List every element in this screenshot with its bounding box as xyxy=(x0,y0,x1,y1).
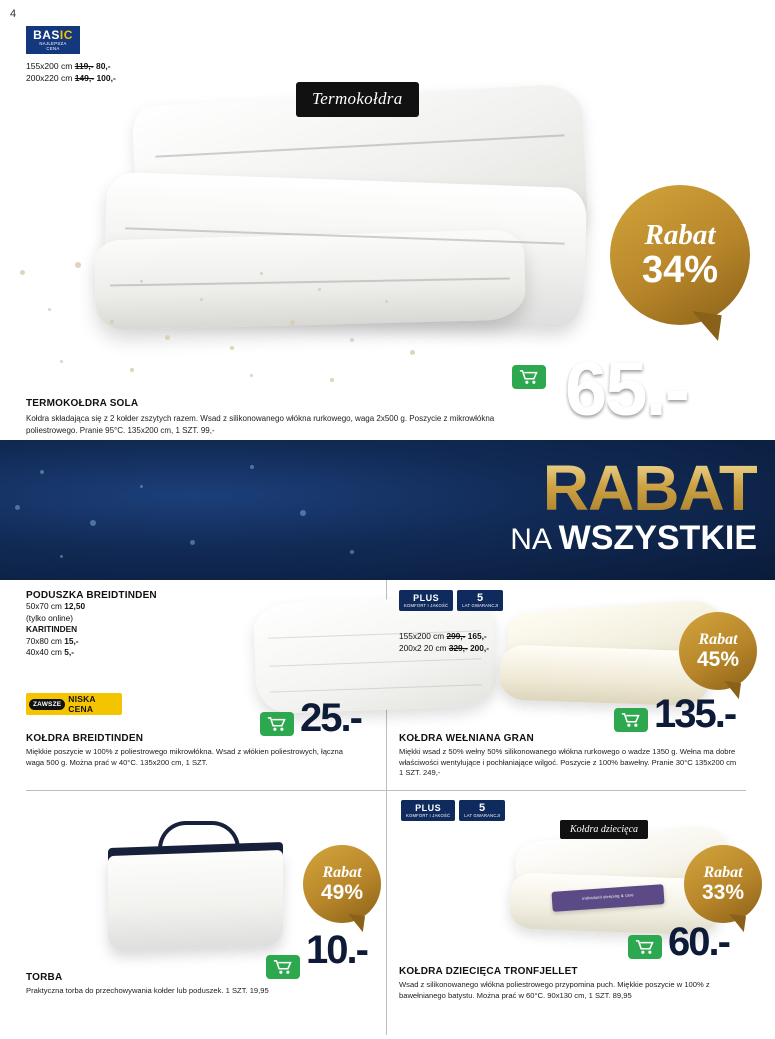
banner-subtitle-b: WSZYSTKIE xyxy=(558,519,757,557)
koldra-dziecieca-label: Kołdra dziecięca xyxy=(560,820,648,839)
product-title: TORBA xyxy=(26,972,63,983)
badge-sub: KOMFORT I JAKOŚĆ xyxy=(406,813,451,818)
product-sizes xyxy=(26,601,226,659)
badge-title: PLUS xyxy=(413,593,440,603)
size-row xyxy=(399,631,489,643)
size-label: 155x200 cm xyxy=(26,61,73,71)
new-price: 165,- xyxy=(467,631,487,641)
product-title: KOŁDRA BREIDTINDEN xyxy=(26,733,144,744)
always-low-price-a: ZAWSZE xyxy=(29,699,65,710)
old-price: 119,- xyxy=(74,61,94,71)
discount-word: Rabat xyxy=(322,864,362,881)
cart-icon xyxy=(512,365,546,389)
size-heading: KARITINDEN xyxy=(26,624,78,634)
product-badges-gran xyxy=(399,590,503,611)
size-label: 50x70 cm xyxy=(26,601,62,611)
size-label: 200x220 cm xyxy=(26,73,73,83)
discount-value: 45% xyxy=(696,648,740,671)
discount-word: Rabat xyxy=(644,219,716,251)
plus-badge xyxy=(399,590,453,611)
kids-discount-bubble xyxy=(684,845,762,923)
hero-text-block xyxy=(26,398,546,436)
cart-glyph xyxy=(635,939,656,955)
product-price: 135.- xyxy=(654,692,736,736)
product-title: PODUSZKA BREIDTINDEN xyxy=(26,590,157,601)
discount-word: Rabat xyxy=(703,864,743,881)
hero-size-list xyxy=(26,60,116,84)
size-label: 155x200 cm xyxy=(399,631,445,641)
price-value: 15,- xyxy=(64,635,79,646)
discount-word: Rabat xyxy=(698,631,738,648)
size-label: 40x40 cm xyxy=(26,647,62,657)
price-value: 5,- xyxy=(64,647,74,657)
product-sizes-gran xyxy=(399,631,489,654)
size-label: 70x80 cm xyxy=(26,635,62,646)
product-title: KOŁDRA WEŁNIANA GRAN xyxy=(399,733,534,744)
torba-image xyxy=(100,815,290,965)
price-value: 12,50 xyxy=(64,601,86,611)
plus-badge xyxy=(401,800,455,821)
old-price: 299,- xyxy=(446,631,466,641)
product-price: 25.- xyxy=(300,696,361,740)
cart-icon xyxy=(628,935,662,959)
grid-divider-horizontal xyxy=(26,790,746,791)
product-price: 60.- xyxy=(668,920,729,964)
discount-value: 49% xyxy=(320,881,364,904)
termokoldra-label: Termokołdra xyxy=(296,82,419,117)
discount-value: 33% xyxy=(701,881,745,904)
badge-sub: KOMFORT I JAKOŚĆ xyxy=(404,603,449,608)
cart-glyph xyxy=(267,716,288,732)
always-low-price-badge xyxy=(26,693,122,715)
hero-product-desc: Kołdra składająca się z 2 kołder zszytych razem. Wsad z silikonowanego włókna rurkowego, waga 2x500 g. Poszycie z mikrowłókna poliestrowego. Pranie 95°C. 135x200 cm, 1 SZT. 99,- xyxy=(26,414,495,435)
warranty-badge xyxy=(457,590,503,611)
cart-icon xyxy=(614,708,648,732)
product-koldra-welniana-gran xyxy=(399,733,739,779)
always-low-price-b: NISKA CENA xyxy=(68,694,96,714)
basic-logo-part2: IC xyxy=(59,28,73,42)
hero-price: 65.- xyxy=(565,347,688,432)
rabat-banner xyxy=(0,440,775,580)
banner-subtitle-a: NA xyxy=(510,523,559,556)
hero-product-title: TERMOKOŁDRA SOLA xyxy=(26,398,139,409)
product-desc: Miękkie poszycie w 100% z poliestrowego mikrowłókna. Wsad z włókien poliestrowych, łączna waga 500 g. Można prać w 40°C. 135x200 cm, 1 SZT. xyxy=(26,747,343,767)
bag-body xyxy=(108,850,283,951)
badge-title: PLUS xyxy=(415,803,442,813)
size-row xyxy=(26,647,226,659)
old-price: 329,- xyxy=(448,642,468,653)
size-note: (tylko online) xyxy=(26,612,74,623)
badge-sub: LAT GWARANCJI xyxy=(462,603,499,608)
new-price: 200,- xyxy=(470,642,489,653)
badge-title: 5 xyxy=(476,592,484,604)
basic-best-price-badge xyxy=(26,26,80,54)
product-torba xyxy=(26,972,326,997)
hero-discount-bubble xyxy=(610,185,750,325)
discount-value: 34% xyxy=(641,249,719,291)
product-koldra-dziecieca xyxy=(399,966,744,1001)
cart-icon xyxy=(260,712,294,736)
product-price: 10.- xyxy=(306,928,367,972)
kids-band-text: individuell sleeping & care xyxy=(581,892,634,901)
cart-glyph xyxy=(519,369,540,385)
hero-size-row xyxy=(26,72,116,84)
size-row xyxy=(26,636,226,648)
old-price: 149,- xyxy=(74,73,95,83)
basic-logo-line2: NAJLEPSZA xyxy=(39,41,67,46)
basic-logo-line3: CENA xyxy=(46,46,60,51)
hero-size-row xyxy=(26,60,116,72)
size-label: 200x2 20 cm xyxy=(399,642,447,653)
new-price: 100,- xyxy=(96,73,116,83)
basic-logo-part1: BAS xyxy=(33,28,60,42)
decorative-specks xyxy=(0,250,460,390)
poduszka-image xyxy=(253,596,497,714)
badge-title: 5 xyxy=(478,802,486,814)
cart-glyph xyxy=(621,712,642,728)
gran-discount-bubble xyxy=(679,612,757,690)
product-desc: Miękki wsad z 50% wełny 50% silikonowanego włókna rurkowego o wadze 1350 g. Wełna ma dobre właściwości wentylujące i pochłaniające wilgoć. Poszycie z 100% bawełny. Pranie 30°C 135x200 cm 1 SZT. 249,- xyxy=(399,747,737,778)
product-desc: Wsad z silikonowanego włókna poliestrowego przypomina puch. Miękkie poszycie w 100% z bawełnianego batystu. Można prać w 60°C. 90x130 cm, 1 SZT. 89,95 xyxy=(399,980,710,1000)
torba-discount-bubble xyxy=(303,845,381,923)
new-price: 80,- xyxy=(95,61,111,71)
hero-section xyxy=(0,0,775,440)
badge-sub: LAT GWARANCJI xyxy=(464,813,501,818)
product-desc: Praktyczna torba do przechowywania kołder lub poduszek. 1 SZT. 19,95 xyxy=(26,986,269,995)
size-row xyxy=(399,643,489,655)
warranty-badge xyxy=(459,800,505,821)
page-number: 4 xyxy=(10,8,17,20)
size-row xyxy=(26,601,226,613)
product-badges-kids xyxy=(401,800,505,821)
product-poduszka-breidtinden xyxy=(26,590,226,659)
banner-rabat-text: RABAT xyxy=(542,452,757,524)
product-title: KOŁDRA DZIECIĘCA TRONFJELLET xyxy=(399,966,578,977)
banner-subtitle xyxy=(510,519,757,557)
